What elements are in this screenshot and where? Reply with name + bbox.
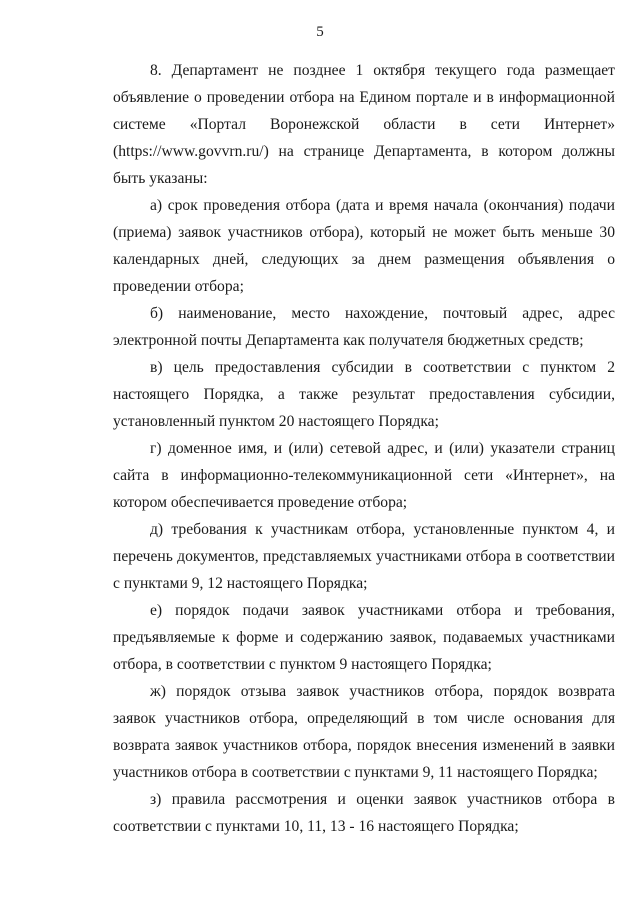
page-number: 5 (316, 24, 324, 40)
paragraph-item-v: в) цель предоставления субсидии в соответствии с пунктом 2 настоящего Порядка, а также результат предоставления субсидии, установленный пунктом 20 настоящего Порядка; (113, 359, 615, 430)
paragraph-8-announcement: 8. Департамент не позднее 1 октября текущего года размещает объявление о проведении отбора на Едином портале и в информационной системе «Портал Воронежской области в сети Интернет» (https://www.govvrn.ru/) на странице Департамента, в котором должны быть указаны: (113, 62, 615, 187)
paragraph-item-b: б) наименование, место нахождение, почтовый адрес, адрес электронной почты Департамента как получателя бюджетных средств; (113, 305, 615, 349)
paragraph-item-zh: ж) порядок отзыва заявок участников отбора, порядок возврата заявок участников отбора, определяющий в том числе основания для возврата заявок участников отбора, порядок внесения изменений в заявки участников отбора в соответствии с пунктами 9, 11 настоящего Порядка; (113, 683, 615, 781)
paragraph-item-g: г) доменное имя, и (или) сетевой адрес, и (или) указатели страниц сайта в информационно-телекоммуникационной сети «Интернет», на котором обеспечивается проведение отбора; (113, 440, 615, 511)
paragraph-item-d: д) требования к участникам отбора, установленные пунктом 4, и перечень документов, представляемых участниками отбора в соответствии с пунктами 9, 12 настоящего Порядка; (113, 521, 615, 592)
paragraph-item-e: е) порядок подачи заявок участниками отбора и требования, предъявляемые к форме и содержанию заявок, подаваемых участниками отбора, в соответствии с пунктом 9 настоящего Порядка; (113, 602, 615, 673)
paragraph-item-z: з) правила рассмотрения и оценки заявок участников отбора в соответствии с пунктами 10, 11, 13 - 16 настоящего Порядка; (113, 791, 615, 835)
document-body (113, 57, 615, 840)
paragraph-item-a: а) срок проведения отбора (дата и время начала (окончания) подачи (приема) заявок участников отбора), который не может быть меньше 30 календарных дней, следующих за днем размещения объявления о проведении отбора; (113, 197, 615, 295)
